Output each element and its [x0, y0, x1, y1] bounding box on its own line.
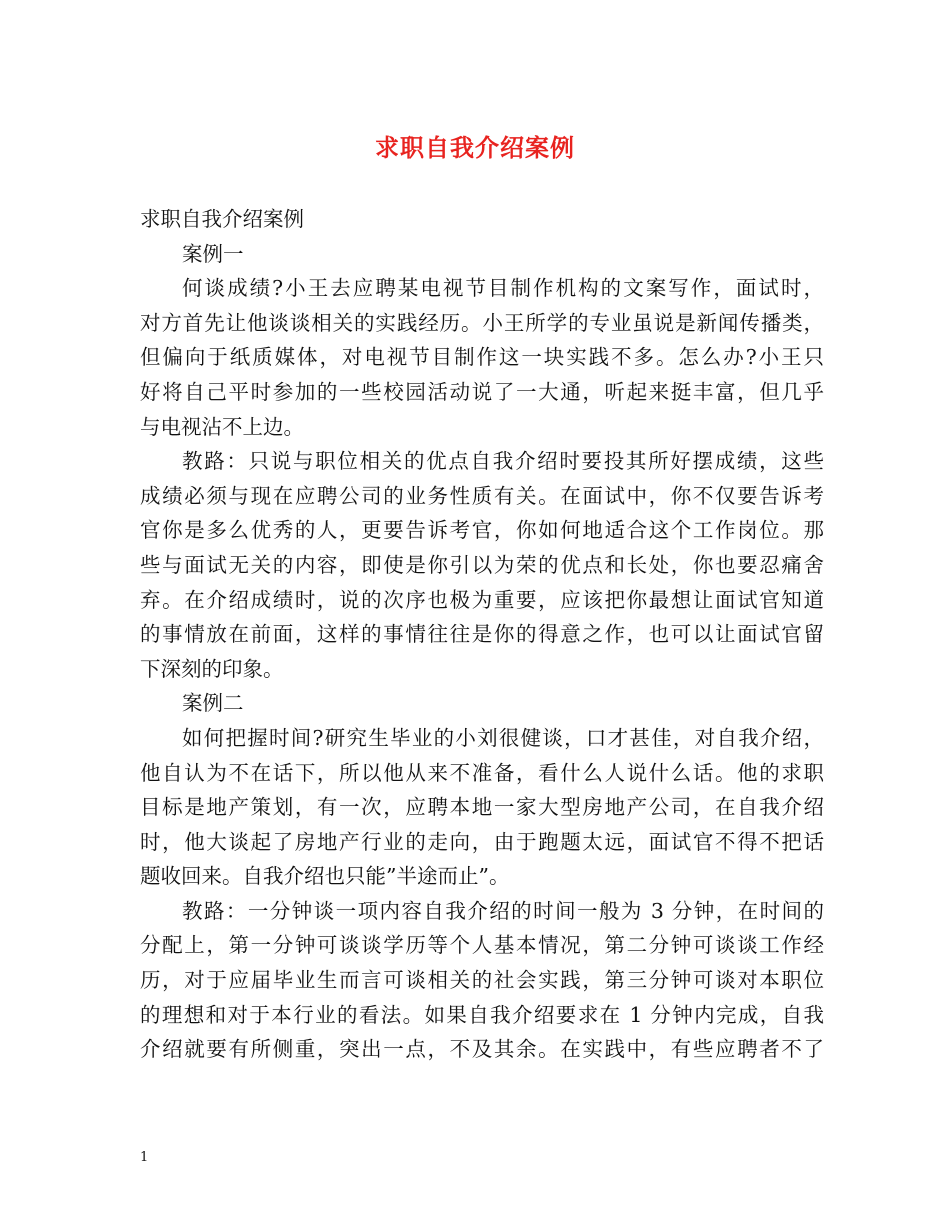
text-line: 教路：一分钟谈一项内容自我介绍的时间一般为 3 分钟，在时间的: [182, 898, 824, 923]
text-line: 与电视沾不上边。: [140, 414, 304, 439]
text-line: 教路：只说与职位相关的优点自我介绍时要投其所好摆成绩，这些: [182, 449, 824, 474]
text-line: 的事情放在前面，这样的事情往往是你的得意之作，也可以让面试官留: [140, 622, 824, 647]
document-title: 求职自我介绍案例: [375, 133, 575, 162]
text-line: 弃。在介绍成绩时，说的次序也极为重要，应该把你最想让面试官知道: [140, 587, 824, 612]
text-line: 求职自我介绍案例: [140, 207, 304, 231]
text-line: 官你是多么优秀的人，更要告诉考官，你如何地适合这个工作岗位。那: [140, 518, 824, 543]
text-line: 成绩必须与现在应聘公司的业务性质有关。在面试中，你不仅要告诉考: [140, 483, 824, 508]
text-line: 时，他大谈起了房地产行业的走向，由于跑题太远，面试官不得不把话: [140, 829, 824, 854]
text-line: 他自认为不在话下，所以他从来不准备，看什么人说什么话。他的求职: [140, 760, 824, 785]
text-line: 介绍就要有所侧重，突出一点，不及其余。在实践中，有些应聘者不了: [140, 1037, 824, 1062]
text-line: 目标是地产策划，有一次，应聘本地一家大型房地产公司，在自我介绍: [140, 795, 824, 820]
text-line: 何谈成绩?小王去应聘某电视节目制作机构的文案写作，面试时，: [182, 276, 824, 301]
text-line: 如何把握时间?研究生毕业的小刘很健谈，口才甚佳，对自我介绍，: [182, 725, 824, 750]
text-line: 但偏向于纸质媒体，对电视节目制作这一块实践不多。怎么办?小王只: [140, 345, 824, 370]
text-line: 对方首先让他谈谈相关的实践经历。小王所学的专业虽说是新闻传播类，: [140, 310, 824, 335]
text-line: 题收回来。自我介绍也只能”半途而止”。: [140, 864, 510, 889]
text-line: 案例二: [182, 691, 244, 716]
text-line: 下深刻的印象。: [140, 656, 284, 681]
page-number: 1: [140, 1150, 149, 1165]
text-line: 好将自己平时参加的一些校园活动说了一大通，听起来挺丰富，但几乎: [140, 379, 824, 404]
text-line: 案例一: [182, 241, 244, 266]
text-line: 分配上，第一分钟可谈谈学历等个人基本情况，第二分钟可谈谈工作经: [140, 933, 824, 958]
text-line: 历，对于应届毕业生而言可谈相关的社会实践，第三分钟可谈对本职位: [140, 968, 824, 993]
text-line: 些与面试无关的内容，即使是你引以为荣的优点和长处，你也要忍痛舍: [140, 552, 824, 577]
text-line: 的理想和对于本行业的看法。如果自我介绍要求在 1 分钟内完成，自我: [140, 1002, 824, 1027]
document-body: [140, 202, 824, 1067]
